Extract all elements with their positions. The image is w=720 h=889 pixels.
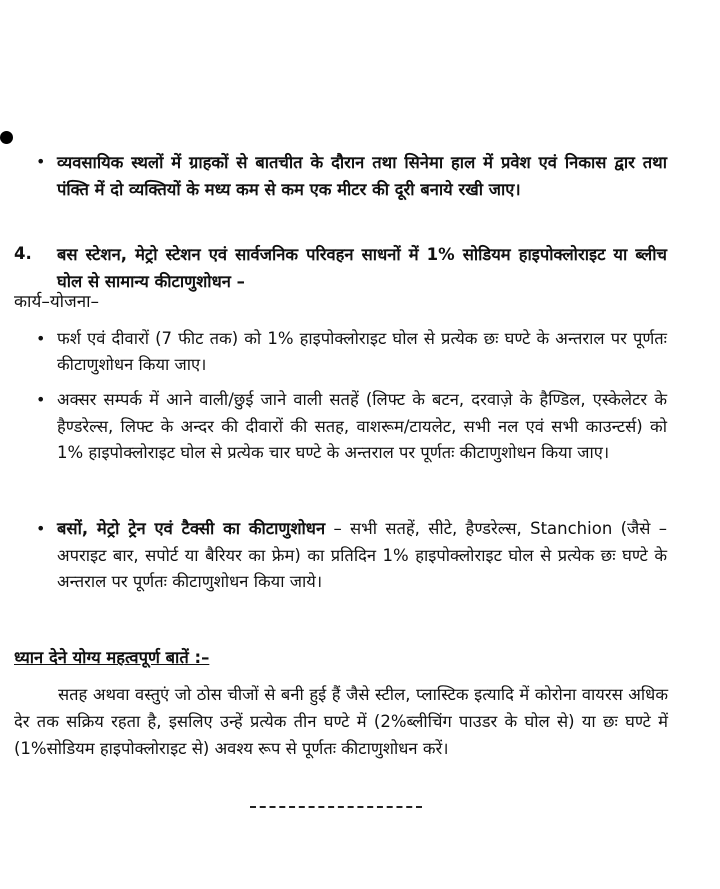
section-4-heading: बस स्टेशन, मेट्रो स्टेशन एवं सार्वजनिक परिवहन साधनों में 1% सोडियम हाइपोक्लोराइट या ब्लीच घोल से सामान्य कीटाणुशोधन – [57,245,667,291]
plan-label: कार्य–योजना– [14,292,100,312]
bullet-icon: • [36,390,46,409]
notes-heading: ध्यान देने योग्य महत्वपूर्ण बातें :– [14,648,210,667]
section-4-number: 4. [14,244,32,263]
vehicles-heading: बसों, मेट्रो ट्रेन एवं टैक्सी का कीटाणुशोधन [57,519,326,538]
bullet-icon: • [36,329,46,348]
bullet-icon: • [36,152,46,171]
bullet-icon: • [36,519,46,538]
notes-paragraph: सतह अथवा वस्तुएं जो ठोस चीजों से बनी हुई हैं जैसे स्टील, प्लास्टिक इत्यादि में कोरोना वायरस अधिक देर तक सक्रिय रहता है, इसलिए उन्हें प्रत्येक तीन घण्टे में (2%ब्लीचिंग पाउडर के घोल से) या छः घण्टे में (1%सोडियम हाइपोक्लोराइट से) अवश्य रूप से पूर्णतः कीटाणुशोधन करें। [14,685,668,758]
vehicles-item [57,516,667,596]
plan-item-surfaces: अक्सर सम्पर्क में आने वाली/छुई जाने वाली सतहें (लिफ्ट के बटन, दरवाज़े के हैण्डिल, एस्केलेटर के हैण्डरेल्स, लिफ्ट के अन्दर की दीवारों की सतह, वाशरूम/टायलेट, सभी नल एवं सभी काउन्टर्स) को 1% हाइपोक्लोराइट घोल से प्रत्येक चार घण्टे के अन्तराल पर पूर्णतः कीटाणुशोधन किया जाए। [57,390,667,462]
vehicles-text: – सभी सतहें, सीटे, हैण्डरेल्स, Stanchion (जैसे – अपराइट बार, सपोर्ट या बैरियर का फ्रेम) का प्रतिदिन 1% हाइपोक्लोराइट घोल से प्रत्येक छः घण्टे के अन्तराल पर पूर्णतः कीटाणुशोधन किया जाये। [57,519,667,591]
plan-item-floors: फर्श एवं दीवारों (7 फीट तक) को 1% हाइपोक्लोराइट घोल से प्रत्येक छः घण्टे के अन्तराल पर पूर्णतः कीटाणुशोधन किया जाए। [57,329,667,374]
end-divider [250,806,422,808]
margin-dot [0,131,13,144]
item-1-text: व्यवसायिक स्थलों में ग्राहकों से बातचीत के दौरान तथा सिनेमा हाल में प्रवेश एवं निकास द्वार तथा पंक्ति में दो व्यक्तियों के मध्य कम से कम एक मीटर की दूरी बनाये रखी जाए। [57,153,667,199]
